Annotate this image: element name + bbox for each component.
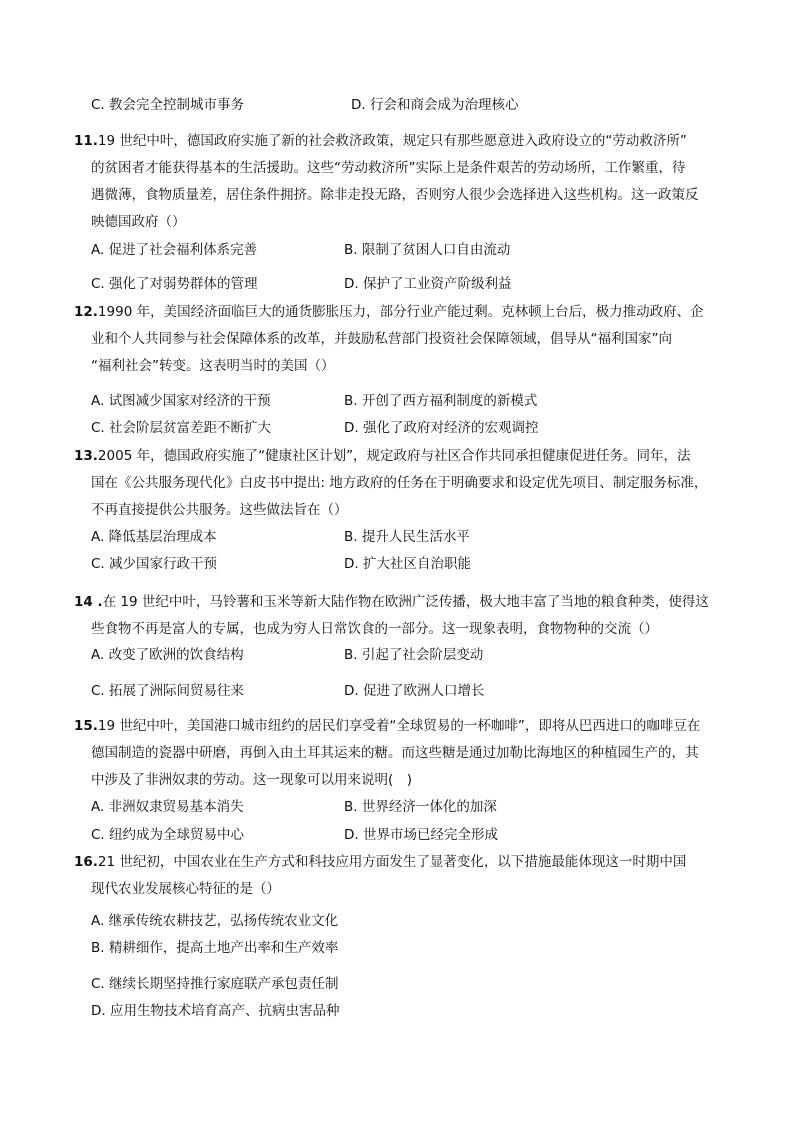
option-a: A. 继承传统农耕技艺，弘扬传统农业文化 xyxy=(91,913,339,929)
option-b: B. 引起了社会阶层变动 xyxy=(344,647,484,663)
option-d: D. 扩大社区自治职能 xyxy=(344,556,471,572)
option-c: C. 纽约成为全球贸易中心 xyxy=(91,827,245,843)
option-b: B. 提升人民生活水平 xyxy=(344,529,470,545)
question-number: 11. xyxy=(74,133,98,149)
option-c: C. 减少国家行政干预 xyxy=(91,556,218,572)
question-number: 14 . xyxy=(74,594,103,610)
option-a: A. 改变了欧洲的饮食结构 xyxy=(91,647,244,663)
question-stem-line: 德国制造的瓷器中研磨，再倒入由土耳其运来的糖。而这些糖是通过加勒比海地区的种植园生产的，其 xyxy=(91,745,699,761)
question-stem-line: 遇微薄，食物质量差，居住条件拥挤。除非走投无路，否则穷人很少会选择进入这些机构。这一政策反 xyxy=(91,187,699,203)
option-b: B. 开创了西方福利制度的新模式 xyxy=(344,393,538,409)
option-c: C. 教会完全控制城市事务 xyxy=(91,97,245,113)
question-stem-line: 映德国政府（） xyxy=(91,214,186,230)
option-c: C. 社会阶层贫富差距不断扩大 xyxy=(91,420,272,436)
question-stem-line: 11.19 世纪中叶，德国政府实施了新的社会救济政策，规定只有那些愿意进入政府设立的“劳动救济所” xyxy=(74,133,687,149)
option-b: B. 限制了贫困人口自由流动 xyxy=(344,242,511,258)
question-stem-line: 15.19 世纪中叶，美国港口城市纽约的居民们享受着“全球贸易的一杯咖啡”，即将从巴西进口的咖啡豆在 xyxy=(74,718,701,734)
question-stem-line: 业和个人共同参与社会保障体系的改革，并鼓励私营部门投资社会保障领域，倡导从“福利国家”向 xyxy=(91,331,672,347)
question-stem-line: 些食物不再是富人的专属，也成为穷人日常饮食的一部分。这一现象表明，食物物种的交流（） xyxy=(91,621,658,637)
option-d: D. 促进了欧洲人口增长 xyxy=(344,683,485,699)
option-a: A. 降低基层治理成本 xyxy=(91,529,217,545)
question-stem-line: 12.1990 年，美国经济面临巨大的通货膨胀压力，部分行业产能过剩。克林顿上台后，极力推动政府、企 xyxy=(74,304,704,320)
question-number: 15. xyxy=(74,718,98,734)
option-b: B. 精耕细作，提高土地产出率和生产效率 xyxy=(91,940,339,956)
option-a: A. 非洲奴隶贸易基本消失 xyxy=(91,799,244,815)
option-d: D. 世界市场已经完全形成 xyxy=(344,827,498,843)
question-stem-line: 16.21 世纪初，中国农业在生产方式和科技应用方面发生了显著变化，以下措施最能体现这一时期中国 xyxy=(74,854,687,870)
question-stem-line: 14 .在 19 世纪中叶，马铃薯和玉米等新大陆作物在欧洲广泛传播，极大地丰富了当地的粮食种类，使得这 xyxy=(74,594,709,610)
option-c: C. 强化了对弱势群体的管理 xyxy=(91,276,258,292)
question-stem-line: 的贫困者才能获得基本的生活援助。这些“劳动救济所”实际上是条件艰苦的劳动场所，工作繁重，待 xyxy=(91,160,686,176)
question-number: 16. xyxy=(74,854,98,870)
question-stem-line: 13.2005 年，德国政府实施了“健康社区计划”，规定政府与社区合作共同承担健康促进任务。同年，法 xyxy=(74,448,691,464)
question-stem-line: “福利社会”转变。这表明当时的美国（） xyxy=(91,358,335,374)
question-number: 13. xyxy=(74,448,98,464)
question-stem-line: 中涉及了非洲奴隶的劳动。这一现象可以用来说明( ) xyxy=(91,772,413,788)
option-c: C. 拓展了洲际间贸易往来 xyxy=(91,683,245,699)
option-a: A. 促进了社会福利体系完善 xyxy=(91,242,258,258)
option-d: D. 应用生物技术培育高产、抗病虫害品种 xyxy=(91,1003,340,1019)
question-stem-line: 不再直接提供公共服务。这些做法旨在（） xyxy=(91,502,348,518)
option-d: D. 强化了政府对经济的宏观调控 xyxy=(344,420,539,436)
question-number: 12. xyxy=(74,304,98,320)
option-a: A. 试图减少国家对经济的干预 xyxy=(91,393,271,409)
option-b: B. 世界经济一体化的加深 xyxy=(344,799,497,815)
option-d: D. 行会和商会成为治理核心 xyxy=(351,97,519,113)
question-stem-line: 国在《公共服务现代化》白皮书中提出: 地方政府的任务在于明确要求和设定优先项目、制定服务标准， xyxy=(91,475,708,491)
question-stem-line: 现代农业发展核心特征的是（） xyxy=(91,881,280,897)
option-c: C. 继续长期坚持推行家庭联产承包责任制 xyxy=(91,976,339,992)
option-d: D. 保护了工业资产阶级利益 xyxy=(344,276,512,292)
